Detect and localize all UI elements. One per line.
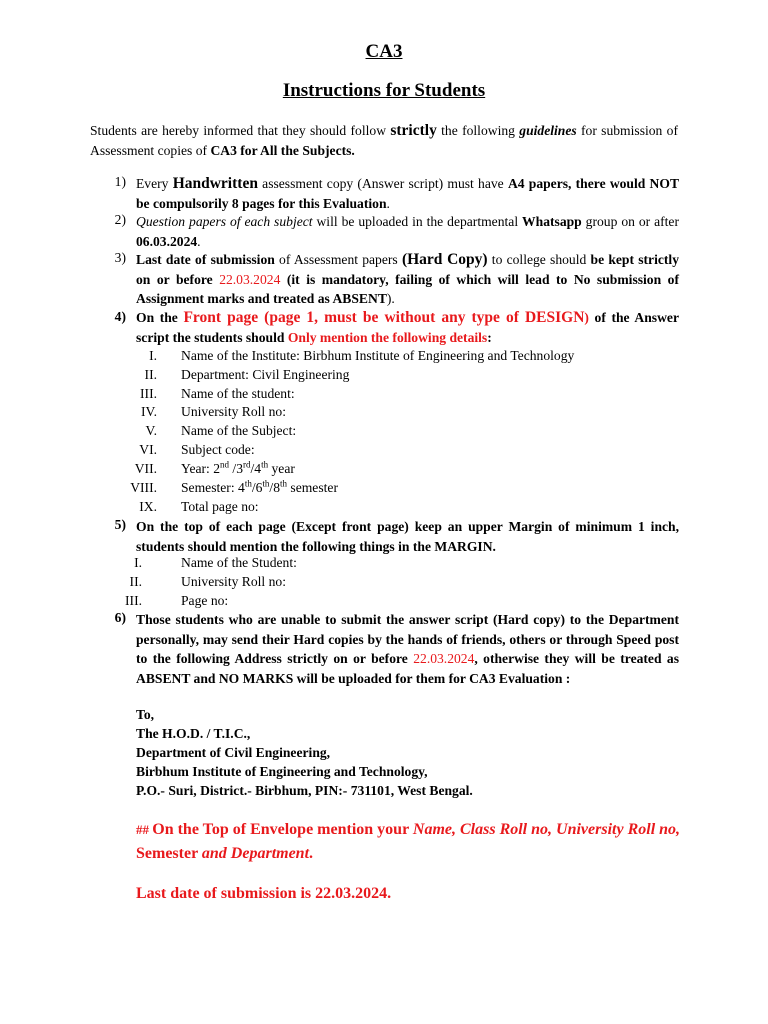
sub-number: I. <box>134 555 142 570</box>
handwritten-label: Handwritten <box>172 175 258 192</box>
page-title: CA3 <box>365 41 403 62</box>
sub-number: IX. <box>139 499 157 514</box>
list-item: Question papers of each subject will be uploaded in the departmental Whatsapp group on or after 06.03.2024. <box>136 214 679 249</box>
sub-number: V. <box>145 423 157 438</box>
address-line: Birbhum Institute of Engineering and Technology, <box>136 764 428 779</box>
sub-number: II. <box>144 367 157 382</box>
detail-item: Department: Civil Engineering <box>181 367 350 382</box>
deadline-date: 22.03.2024 <box>219 271 281 287</box>
sub-number: I. <box>149 348 157 363</box>
address-line: Department of Civil Engineering, <box>136 745 331 760</box>
detail-item: Page no: <box>181 593 229 608</box>
detail-item: Name of the Subject: <box>181 423 297 438</box>
item-number: 5) <box>114 517 126 532</box>
last-date-notice: Last date of submission is 22.03.2024. <box>136 885 392 902</box>
address-line: To, <box>136 707 155 722</box>
envelope-note: ## On the Top of Envelope mention your Name, Class Roll no, University Roll no, Semester and Department. <box>136 821 681 862</box>
intro-text: Students are hereby informed that they should follow <box>90 123 391 138</box>
sub-number: VI. <box>139 442 157 457</box>
intro-text: for submission of Assessment copies of <box>90 123 678 158</box>
list-item: On the top of each page (Except front page) keep an upper Margin of minimum 1 inch, students should mention the following things in the MARGIN. <box>136 519 679 554</box>
item-number: 4) <box>114 309 126 324</box>
detail-item: Subject code: <box>181 442 255 457</box>
item-number: 1) <box>114 174 126 189</box>
sub-number: VIII. <box>130 480 157 495</box>
detail-item: University Roll no: <box>181 574 286 589</box>
item-number: 2) <box>114 212 126 227</box>
list-item: Those students who are unable to submit the answer script (Hard copy) to the Department personally, may send their Hard copies by the hands of friends, others or through Speed post to the following Address strictly on or before 22.03.2024, otherwise they will be treated as ABSENT and NO MARKS will be uploaded for them for CA3 Evaluation : <box>136 612 679 686</box>
list-item: On the Front page (page 1, must be without any type of DESIGN) of the Answer script the students should Only mention the following details: <box>136 309 679 345</box>
sub-number: VII. <box>134 461 157 476</box>
sub-number: III. <box>140 386 157 401</box>
item-number: 6) <box>114 610 126 625</box>
intro-guidelines: guidelines <box>519 123 577 138</box>
detail-item: Year: 2nd /3rd/4th year <box>181 459 295 476</box>
detail-item: Total page no: <box>181 499 259 514</box>
detail-item: Name of the Student: <box>181 555 297 570</box>
sub-number: II. <box>129 574 142 589</box>
intro-text: the following <box>436 123 520 138</box>
item-number: 3) <box>114 250 126 265</box>
address-line: P.O.- Suri, District.- Birbhum, PIN:- 731101, West Bengal. <box>136 783 473 798</box>
intro-ca3: CA3 for All the Subjects. <box>210 142 355 158</box>
detail-item: University Roll no: <box>181 404 286 419</box>
detail-item: Semester: 4th/6th/8th semester <box>181 478 338 495</box>
intro-paragraph <box>90 121 678 160</box>
address-line: The H.O.D. / T.I.C., <box>136 726 251 741</box>
sub-number: III. <box>125 593 142 608</box>
detail-item: Name of the Institute: Birbhum Institute of Engineering and Technology <box>181 348 575 363</box>
detail-item: Name of the student: <box>181 386 295 401</box>
list-item: Last date of submission of Assessment papers (Hard Copy) to college should be kept strictly on or before 22.03.2024 (it is mandatory, failing of which will lead to No submission of Assignment marks and treated as ABSENT). <box>136 251 680 306</box>
intro-strictly: strictly <box>390 122 437 139</box>
list-item: Every Handwritten assessment copy (Answer script) must have A4 papers, there would NOT be compulsorily 8 pages for this Evaluation. <box>136 175 680 211</box>
deadline-date: 22.03.2024 <box>413 651 475 666</box>
sub-number: IV. <box>141 404 157 419</box>
page-subtitle: Instructions for Students <box>282 80 486 101</box>
